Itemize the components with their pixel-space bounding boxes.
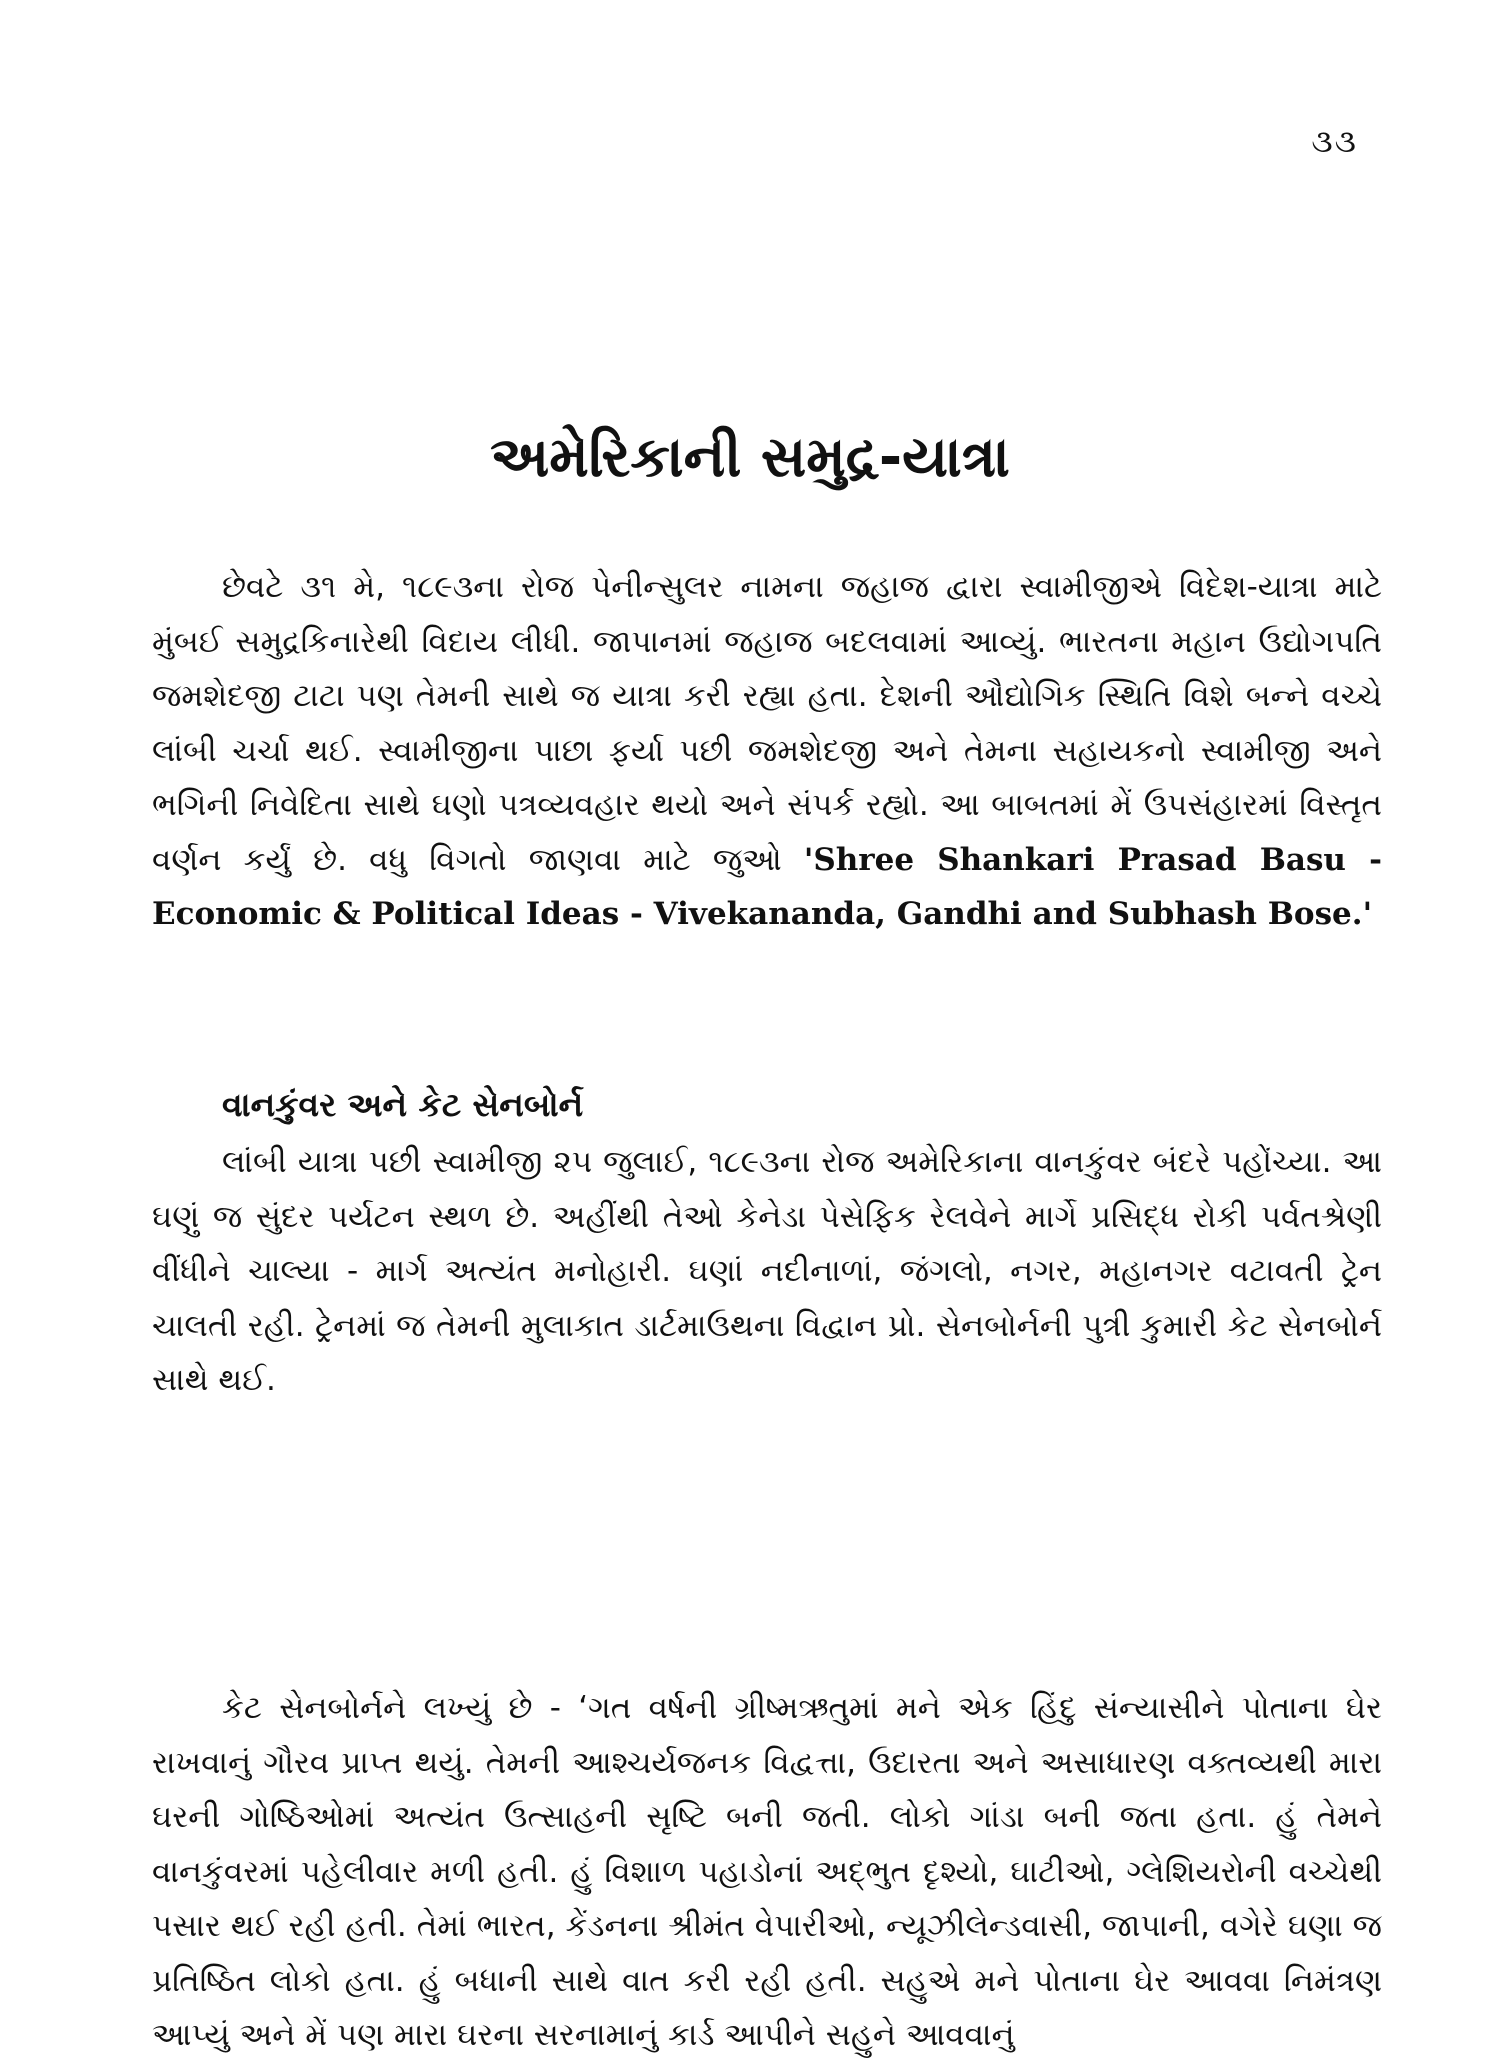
chapter-title: અમેરિકાની સમુદ્ર-યાત્રા — [490, 425, 1010, 490]
paragraph-1 — [152, 560, 1382, 942]
page-number: ૩૩ — [1311, 122, 1358, 160]
book-reference: 'Shree Shankari Prasad Basu - Economic & Political Ideas - Vivekananda, Gandhi and Subhash Bose.' — [152, 841, 1382, 932]
paragraph-1-text: છેવટે ૩૧ મે, ૧૮૯૩ના રોજ પેનીન્સુલર નામના જહાજ દ્વારા સ્વામીજીએ વિદેશ-યાત્રા માટે મુંબઈ સમુદ્રકિનારેથી વિદાય લીધી. જાપાનમાં જહાજ બદલવામાં આવ્યું. ભારતના મહાન ઉદ્યોગપતિ જમશેદજી ટાટા પણ તેમની સાથે જ યાત્રા કરી રહ્યા હતા. દેશની ઔદ્યોગિક સ્થિતિ વિશે બન્ને વચ્ચે લાંબી ચર્ચા થઈ. સ્વામીજીના પાછા ફર્યા પછી જમશેદજી અને તેમના સહાયકનો સ્વામીજી અને ભગિની નિવેદિતા સાથે ઘણો પત્રવ્યવહાર થયો અને સંપર્ક રહ્યો. આ બાબતમાં મેં ઉપસંહારમાં વિસ્તૃત વર્ણન કર્યું છે. વધુ વિગતો જાણવા માટે જુઓ — [152, 569, 1382, 878]
section-heading: વાનકુંવર અને કેટ સેનબોર્ન — [222, 1085, 584, 1124]
paragraph-2: લાંબી યાત્રા પછી સ્વામીજી ૨૫ જુલાઈ, ૧૮૯૩ના રોજ અમેરિકાના વાનકુંવર બંદરે પહોંચ્યા. આ ઘણું જ સુંદર પર્યટન સ્થળ છે. અહીંથી તેઓ કેનેડા પેસેફિક રેલવેને માર્ગે પ્રસિદ્ધ રોકી પર્વતશ્રેણી વીંધીને ચાલ્યા - માર્ગ અત્યંત મનોહારી. ઘણાં નદીનાળાં, જંગલો, નગર, મહાનગર વટાવતી ટ્રેન ચાલતી રહી. ટ્રેનમાં જ તેમની મુલાકાત ડાર્ટમાઉથના વિદ્વાન પ્રો. સેનબોર્નની પુત્રી કુમારી કેટ સેનબોર્ન સાથે થઈ. — [152, 1144, 1382, 1398]
paragraph-3: કેટ સેનબોર્નને લખ્યું છે - ‘ગત વર્ષની ગ્રીષ્મઋતુમાં મને એક હિંદુ સંન્યાસીને પોતાના ઘેર રાખવાનું ગૌરવ પ્રાપ્ત થયું. તેમની આશ્ચર્યજનક વિદ્વત્તા, ઉદારતા અને અસાધારણ વક્તવ્યથી મારા ઘરની ગોષ્ઠિઓમાં અત્યંત ઉત્સાહની સૃષ્ટિ બની જતી. લોકો ગાંડા બની જતા હતા. હું તેમને વાનકુંવરમાં પહેલીવાર મળી હતી. હું વિશાળ પહાડોનાં અદ્ભુત દૃશ્યો, ઘાટીઓ, ગ્લેશિયરોની વચ્ચેથી પસાર થઈ રહી હતી. તેમાં ભારત, કેંડનના શ્રીમંત વેપારીઓ, ન્યૂઝીલેન્ડવાસી, જાપાની, વગેરે ઘણા જ પ્રતિષ્ઠિત લોકો હતા. હું બધાની સાથે વાત કરી રહી હતી. સહુએ મને પોતાના ઘેર આવવા નિમંત્રણ આપ્યું અને મેં પણ મારા ઘરના સરનામાનું કાર્ડ આપીને સહુને આવવાનું — [152, 1690, 1382, 2053]
